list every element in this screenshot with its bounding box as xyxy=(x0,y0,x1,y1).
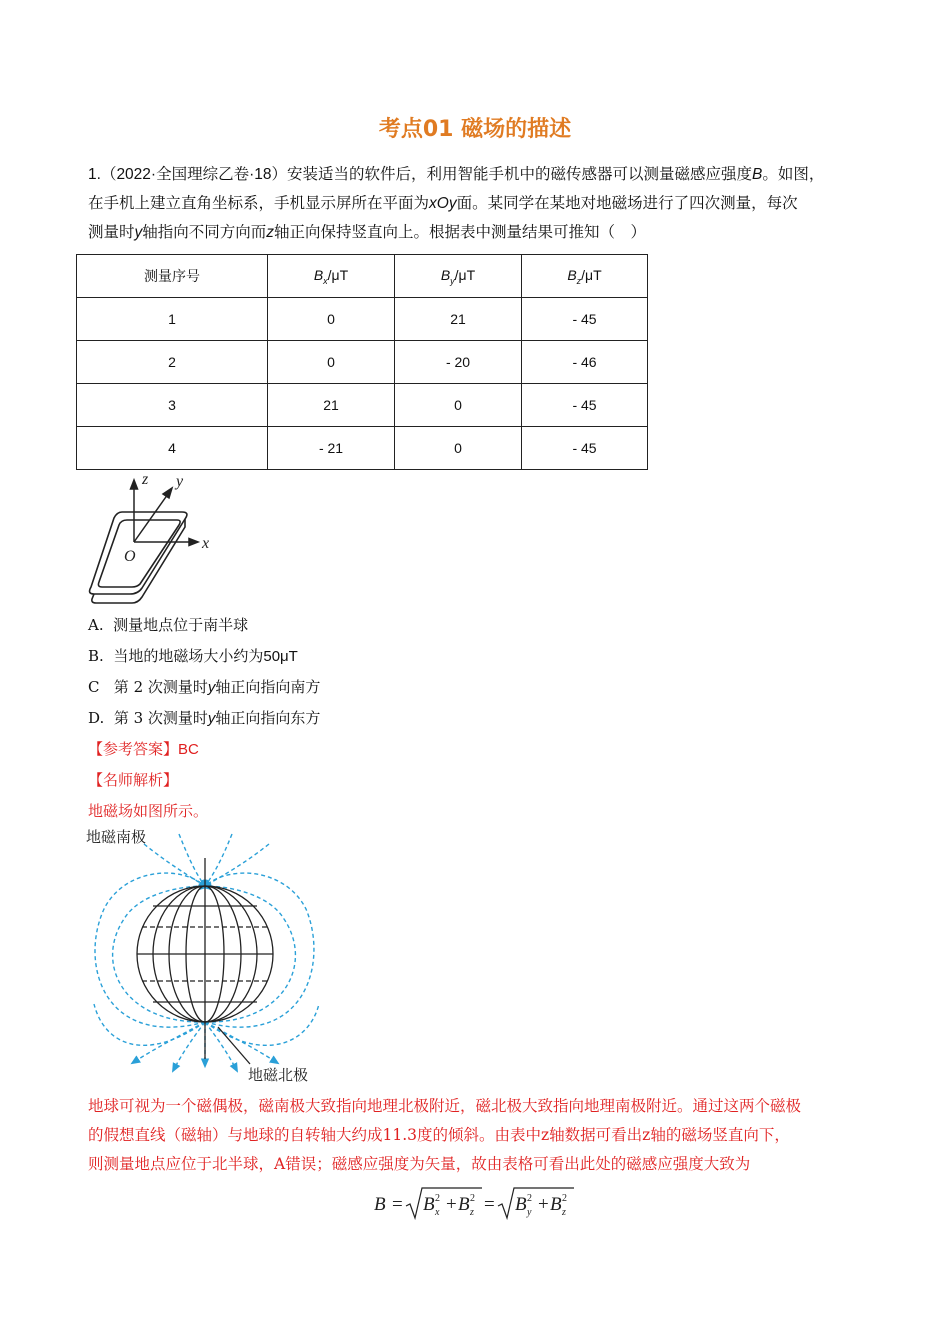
header-b: B xyxy=(567,266,577,283)
field-line xyxy=(134,1022,205,1062)
z-label: z xyxy=(142,472,149,488)
option-text: 第 2 次测量时 xyxy=(113,678,208,696)
question-number: 1. xyxy=(88,166,101,183)
table-header xyxy=(395,255,522,298)
table-cell: - 45 xyxy=(522,384,648,427)
explanation-line: 地球可视为一个磁偶极，磁南极大致指向地理北极附近，磁北极大致指向地理南极附近。通过这两个磁极 xyxy=(88,1097,802,1115)
table-cell: 2 xyxy=(77,341,268,384)
formula-sup: 2 xyxy=(527,1193,532,1204)
formula-sub: z xyxy=(562,1207,566,1218)
table-row xyxy=(77,384,648,427)
formula-sub: y xyxy=(527,1207,532,1218)
analysis-label: 【名师解析】 xyxy=(88,771,179,789)
table-cell: 3 xyxy=(77,384,268,427)
option-label: D. xyxy=(88,709,105,727)
formula-eq: = xyxy=(484,1194,495,1215)
table-row xyxy=(77,298,648,341)
table-cell: 4 xyxy=(77,427,268,470)
formula-b: B xyxy=(550,1194,562,1215)
formula-sup: 2 xyxy=(470,1193,475,1204)
y-arrow-icon xyxy=(163,488,172,498)
formula-sup: 2 xyxy=(435,1193,440,1204)
question-line2-a: 在手机上建立直角坐标系，手机显示屏所在平面为 xyxy=(88,194,430,212)
field-line xyxy=(205,834,232,886)
question-line3-a: 测量时 xyxy=(88,223,135,241)
table-header-row xyxy=(77,255,648,298)
option-label: B. xyxy=(88,647,104,665)
field-line xyxy=(205,844,269,886)
option-text: 当地的地磁场大小约为 xyxy=(113,647,264,665)
option-c xyxy=(88,676,320,697)
header-unit: /μT xyxy=(454,266,476,283)
y-axis xyxy=(134,494,168,542)
field-lines xyxy=(94,834,319,1069)
question-source: （2022·全国理综乙卷·18） xyxy=(100,166,287,183)
z-arrow-icon xyxy=(131,480,138,489)
option-a xyxy=(88,614,248,635)
formula-b: B xyxy=(423,1194,435,1215)
option-text: 轴正向指向南方 xyxy=(215,678,321,696)
table-cell: 0 xyxy=(395,427,522,470)
origin-label: O xyxy=(124,548,136,565)
header-b: B xyxy=(313,266,324,283)
table-row xyxy=(77,427,648,470)
table-cell: - 46 xyxy=(522,341,648,384)
y-label: y xyxy=(176,473,184,490)
question-line3-b: y xyxy=(134,224,143,241)
x-arrow-icon xyxy=(189,539,198,546)
table-cell: 0 xyxy=(395,384,522,427)
south-pole-label: 地磁南极 xyxy=(86,828,147,846)
explanation-line: 的假想直线（磁轴）与地球的自转轴大约成11.3度的倾斜。由表中z轴数据可看出z轴的磁场竖直向下， xyxy=(88,1126,790,1144)
question-line2-c: 面。某同学在某地对地磁场进行了四次测量，每次 xyxy=(456,194,798,212)
north-pole-label: 地磁北极 xyxy=(248,1066,309,1084)
formula-lhs: B xyxy=(374,1194,386,1215)
option-axis: y xyxy=(207,679,216,696)
option-value: 50μT xyxy=(263,648,298,665)
header-sub: x xyxy=(323,275,328,286)
table-header xyxy=(522,255,648,298)
north-pole-pointer xyxy=(218,1027,250,1064)
table-row xyxy=(77,341,648,384)
table-cell: - 45 xyxy=(522,427,648,470)
explanation-line: 则测量地点应位于北半球，A错误；磁感应强度为矢量，故由表格可看出此处的磁感应强度大致为 xyxy=(88,1155,751,1173)
question-line3-d: z xyxy=(266,224,275,241)
header-unit: /μT xyxy=(327,266,349,283)
formula-sub: x xyxy=(435,1207,440,1218)
table-cell: - 45 xyxy=(522,298,648,341)
earth-magnetic-field-figure xyxy=(84,824,334,1086)
formula-plus: + xyxy=(446,1194,457,1215)
field-line xyxy=(205,1022,276,1062)
question-line1-b: B xyxy=(752,166,763,183)
table-cell: 21 xyxy=(395,298,522,341)
formula-b: B xyxy=(458,1194,470,1215)
option-label: C xyxy=(88,678,100,696)
table-cell: 0 xyxy=(268,298,395,341)
formula-plus: + xyxy=(538,1194,549,1215)
field-line xyxy=(144,844,205,886)
field-line xyxy=(205,873,314,1027)
question-line1-a: 安装适当的软件后，利用智能手机中的磁传感器可以测量磁感应强度 xyxy=(286,165,752,183)
phone-outer-edge xyxy=(90,512,187,594)
page-title: 考点01 磁场的描述 xyxy=(378,117,572,142)
formula-sub: z xyxy=(470,1207,474,1218)
option-axis: y xyxy=(207,710,216,727)
option-text: 第 3 次测量时 xyxy=(113,709,208,727)
field-line xyxy=(95,873,205,1027)
table-header xyxy=(268,255,395,298)
phone-coordinate-figure xyxy=(84,472,220,604)
question-line3-e: 轴正向保持竖直向上。根据表中测量结果可推知（ ） xyxy=(274,223,647,241)
table-cell: - 20 xyxy=(395,341,522,384)
option-text: 测量地点位于南半球 xyxy=(113,616,249,634)
table-cell: 21 xyxy=(268,384,395,427)
explanation xyxy=(88,1092,878,1179)
analysis-intro: 地磁场如图所示。 xyxy=(88,802,209,820)
option-label: A. xyxy=(88,616,104,634)
header-sub: y xyxy=(450,275,455,286)
table-header: 测量序号 xyxy=(77,255,268,298)
header-unit: /μT xyxy=(581,266,602,283)
header-b: B xyxy=(440,266,451,283)
formula-eq: = xyxy=(392,1194,403,1215)
magnitude-formula xyxy=(370,1182,580,1224)
question-line2-b: xOy xyxy=(429,195,457,212)
header-sub: z xyxy=(576,275,582,286)
formula-sup: 2 xyxy=(562,1193,567,1204)
measurement-table xyxy=(76,254,648,470)
globe xyxy=(137,858,273,1064)
answer-line xyxy=(88,738,199,759)
answer-value: BC xyxy=(178,741,199,758)
question-text xyxy=(88,160,868,247)
question-line1-c: 。如图， xyxy=(762,165,825,183)
formula-b: B xyxy=(515,1194,527,1215)
table-cell: 1 xyxy=(77,298,268,341)
option-text: 轴正向指向东方 xyxy=(215,709,321,727)
question-line3-c: 轴指向不同方向而 xyxy=(142,223,267,241)
answer-label: 【参考答案】 xyxy=(88,740,179,758)
field-line xyxy=(174,1022,205,1069)
option-d xyxy=(88,707,320,728)
table-cell: 0 xyxy=(268,341,395,384)
option-b xyxy=(88,645,298,666)
table-cell: - 21 xyxy=(268,427,395,470)
x-label: x xyxy=(202,535,210,552)
